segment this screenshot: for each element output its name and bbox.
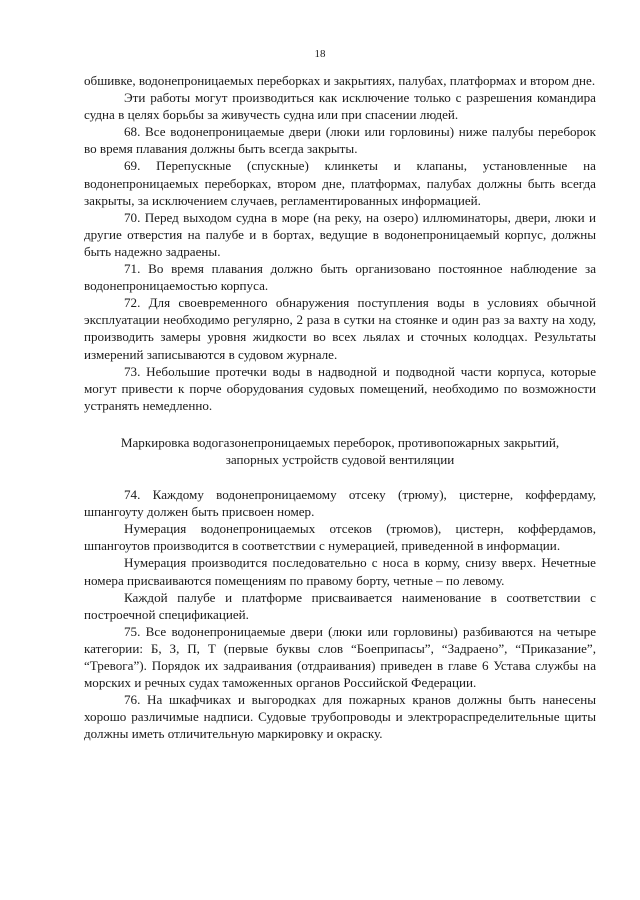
- paragraph-73: 73. Небольшие протечки воды в надводной и подводной части корпуса, которые могут привести к порче оборудования судовых помещений, необходимо по возможности устранять немедленно.: [84, 363, 596, 413]
- paragraph-72: 72. Для своевременного обнаружения поступления воды в условиях обычной эксплуатации необходимо регулярно, 2 раза в сутки на стоянке и один раз за вахту на ходу, производить замеры уровня жидкости во всех льялах и сточных колодцах. Результаты измерений записываются в судовом журнале.: [84, 295, 596, 362]
- paragraph-continuation: обшивке, водонепроницаемых переборках и закрытиях, палубах, платформах и втором дне.: [84, 73, 596, 88]
- paragraph-deck-names: Каждой палубе и платформе присваивается наименование в соответствии с построечной спецификацией.: [84, 589, 596, 622]
- section-heading: Маркировка водогазонепроницаемых переборок, противопожарных закрытий, запорных устройств судовой вентиляции: [120, 434, 560, 467]
- paragraph-numbering: Нумерация водонепроницаемых отсеков (трюмов), цистерн, коффердамов, шпангоутов производится в соответствии с нумерацией, приведенной в информации.: [84, 521, 596, 554]
- paragraph-74: 74. Каждому водонепроницаемому отсеку (трюму), цистерне, коффердаму, шпангоуту должен быть присвоен номер.: [84, 487, 596, 520]
- page-number: 18: [314, 48, 326, 60]
- paragraph-68: 68. Все водонепроницаемые двери (люки или горловины) ниже палубы переборок во время плавания должны быть всегда закрыты.: [84, 124, 596, 157]
- paragraph-numbering-order: Нумерация производится последовательно с носа в корму, снизу вверх. Нечетные номера присваиваются помещениям по правому борту, четные – по левому.: [84, 555, 596, 588]
- paragraph-75: 75. Все водонепроницаемые двери (люки или горловины) разбиваются на четыре категории: Б, З, П, Т (первые буквы слов “Боеприпасы”, “Задраено”, “Приказание”, “Тревога”). Порядок их задраивания (отдраивания) приведен в главе 6 Устава службы на морских и речных судах таможенных органов Российской Федерации.: [84, 623, 596, 691]
- paragraph-71: 71. Во время плавания должно быть организовано постоянное наблюдение за водонепроницаемостью корпуса.: [84, 261, 596, 294]
- paragraph-76: 76. На шкафчиках и выгородках для пожарных кранов должны быть нанесены хорошо различимые надписи. Судовые трубопроводы и электрораспределительные щиты должны иметь отличительную маркировку и окраску.: [84, 692, 596, 742]
- paragraph-exception: Эти работы могут производиться как исключение только с разрешения командира судна в целях борьбы за живучесть судна или при спасении людей.: [84, 90, 596, 123]
- document-body: [84, 72, 596, 742]
- paragraph-70: 70. Перед выходом судна в море (на реку, на озеро) иллюминаторы, двери, люки и другие отверстия на палубе и в бортах, ведущие в водонепроницаемый корпус, должны быть надежно задраены.: [84, 209, 596, 259]
- paragraph-69: 69. Перепускные (спускные) клинкеты и клапаны, установленные на водонепроницаемых переборках, втором дне, платформах, палубах должны быть всегда закрыты, за исключением случаев, регламентированных информацией.: [84, 158, 596, 208]
